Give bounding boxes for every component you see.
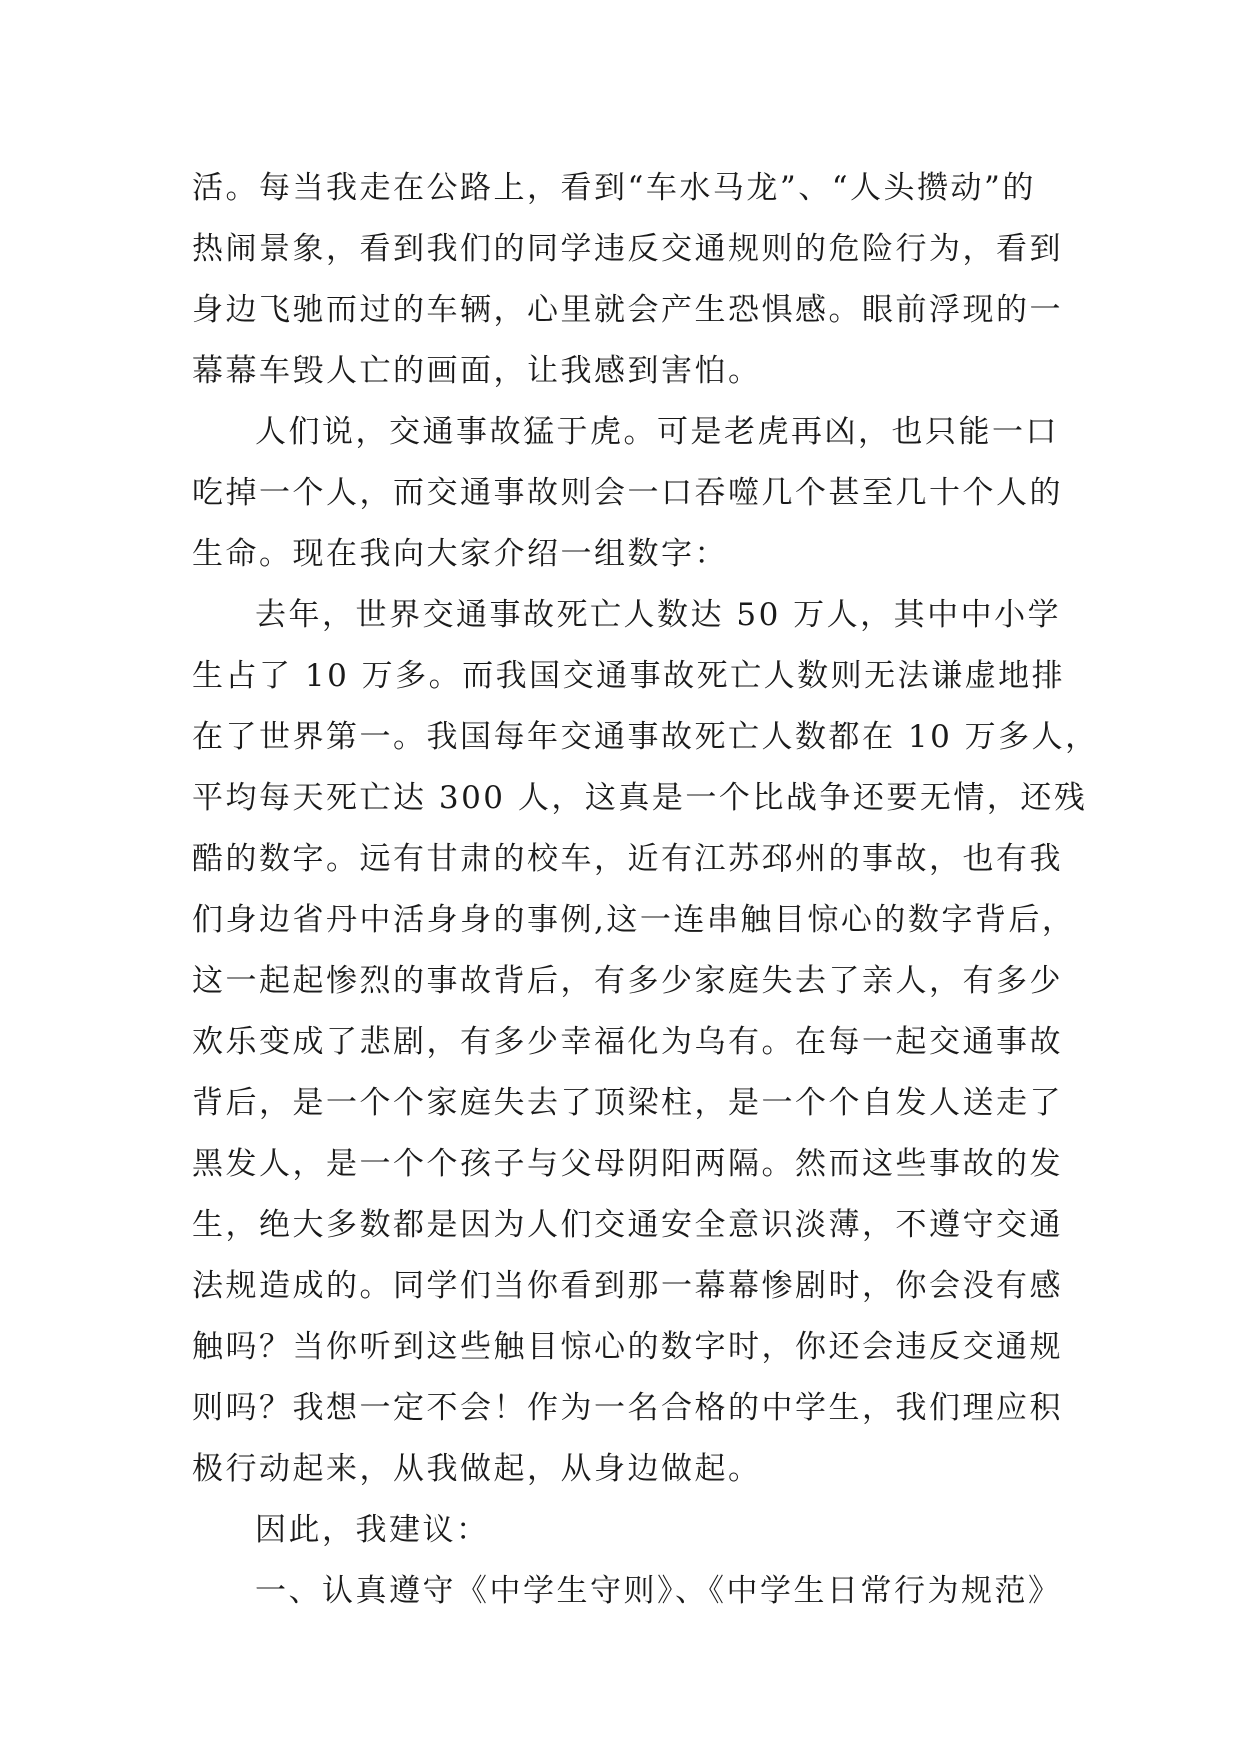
text-line: 热闹景象，看到我们的同学违反交通规则的危险行为，看到 — [192, 231, 1063, 267]
paragraph — [192, 158, 1072, 402]
text-line: 这一起起惨烈的事故背后，有多少家庭失去了亲人，有多少 — [192, 963, 1063, 999]
text-line: 生占了 10 万多。而我国交通事故死亡人数则无法谦虚地排 — [192, 658, 1066, 694]
text-line: 身边飞驰而过的车辆，心里就会产生恐惧感。眼前浮现的一 — [192, 292, 1063, 328]
paragraph — [192, 585, 1099, 1500]
text-line: 因此，我建议： — [255, 1512, 490, 1548]
text-line: 欢乐变成了悲剧，有多少幸福化为乌有。在每一起交通事故 — [192, 1024, 1063, 1060]
text-line: 幕幕车毁人亡的画面，让我感到害怕。 — [192, 353, 762, 389]
text-line: 人们说，交通事故猛于虎。可是老虎再凶，也只能一口 — [255, 414, 1059, 450]
text-line: 活。每当我走在公路上，看到“车水马龙”、“人头攒动”的 — [192, 170, 1036, 206]
text-line: 去年，世界交通事故死亡人数达 50 万人，其中中小学 — [255, 597, 1062, 633]
text-line: 则吗？我想一定不会！作为一名合格的中学生，我们理应积 — [192, 1390, 1063, 1426]
text-line: 黑发人，是一个个孩子与父母阴阳两隔。然而这些事故的发 — [192, 1146, 1063, 1182]
text-line: 们身边省丹中活身身的事例,这一连串触目惊心的数字背后， — [192, 902, 1076, 938]
text-line: 吃掉一个人，而交通事故则会一口吞噬几个甚至几十个人的 — [192, 475, 1063, 511]
paragraph — [192, 1561, 1072, 1622]
text-line: 生，绝大多数都是因为人们交通安全意识淡薄，不遵守交通 — [192, 1207, 1063, 1243]
text-line: 酷的数字。远有甘肃的校车，近有江苏邳州的事故，也有我 — [192, 841, 1063, 877]
text-line: 背后，是一个个家庭失去了顶梁柱，是一个个自发人送走了 — [192, 1085, 1063, 1121]
text-line: 触吗？当你听到这些触目惊心的数字时，你还会违反交通规 — [192, 1329, 1063, 1365]
text-line: 生命。现在我向大家介绍一组数字： — [192, 536, 728, 572]
text-line: 在了世界第一。我国每年交通事故死亡人数都在 10 万多人， — [192, 719, 1099, 755]
paragraph — [192, 402, 1072, 585]
text-line: 平均每天死亡达 300 人，这真是一个比战争还要无情，还残 — [192, 780, 1088, 816]
text-line: 极行动起来，从我做起，从身边做起。 — [192, 1451, 762, 1487]
text-line: 一、认真遵守《中学生守则》、《中学生日常行为规范》 — [255, 1573, 1062, 1609]
text-line: 法规造成的。同学们当你看到那一幕幕惨剧时，你会没有感 — [192, 1268, 1063, 1304]
body-text — [192, 158, 1099, 1622]
paragraph — [192, 1500, 1072, 1561]
